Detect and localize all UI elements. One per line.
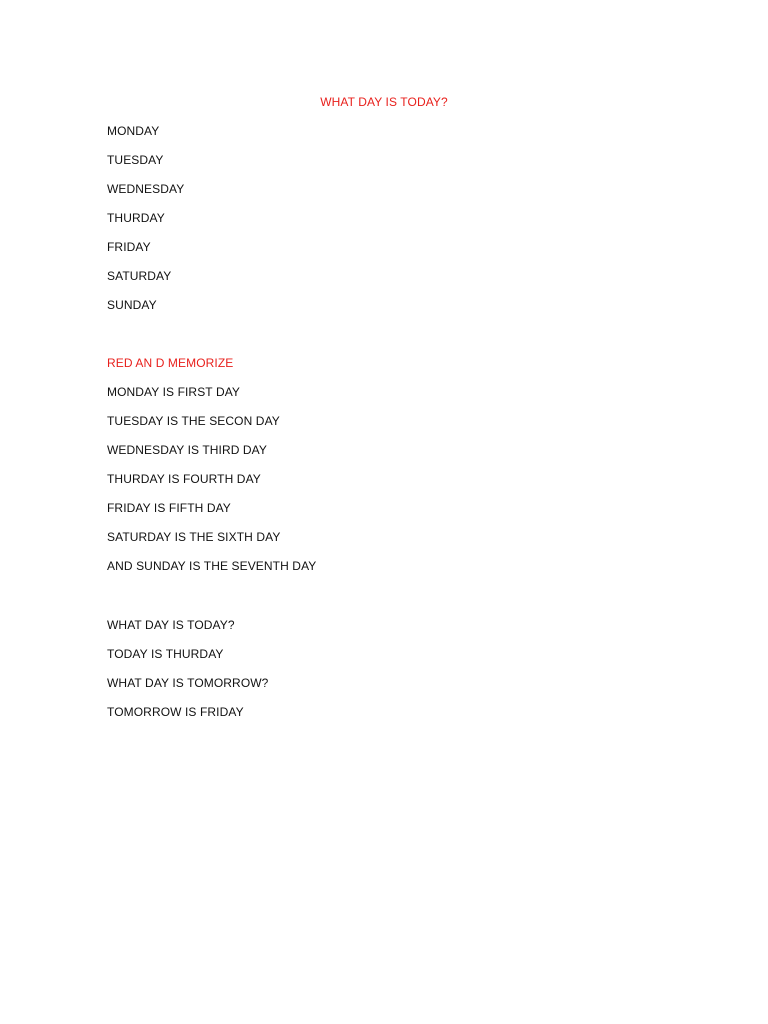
memorize-line: FRIDAY IS FIFTH DAY xyxy=(107,501,231,515)
memorize-line: AND SUNDAY IS THE SEVENTH DAY xyxy=(107,559,317,573)
page-title: WHAT DAY IS TODAY? xyxy=(320,95,448,109)
memorize-line: WEDNESDAY IS THIRD DAY xyxy=(107,443,268,457)
day-item: FRIDAY xyxy=(107,240,151,254)
day-item: THURDAY xyxy=(107,211,165,225)
memorize-line: MONDAY IS FIRST DAY xyxy=(107,385,241,399)
answer-line: TOMORROW IS FRIDAY xyxy=(107,705,244,719)
day-item: SUNDAY xyxy=(107,298,157,312)
questions-section xyxy=(107,617,268,733)
day-item: SATURDAY xyxy=(107,269,172,283)
day-item: WEDNESDAY xyxy=(107,182,185,196)
memorize-section xyxy=(107,355,316,587)
memorize-line: TUESDAY IS THE SECON DAY xyxy=(107,414,280,428)
memorize-heading: RED AN D MEMORIZE xyxy=(107,356,234,370)
days-list xyxy=(107,123,184,326)
answer-line: TODAY IS THURDAY xyxy=(107,647,224,661)
day-item: TUESDAY xyxy=(107,153,164,167)
day-item: MONDAY xyxy=(107,124,160,138)
memorize-line: THURDAY IS FOURTH DAY xyxy=(107,472,261,486)
question-line: WHAT DAY IS TOMORROW? xyxy=(107,676,269,690)
memorize-line: SATURDAY IS THE SIXTH DAY xyxy=(107,530,281,544)
question-line: WHAT DAY IS TODAY? xyxy=(107,618,235,632)
